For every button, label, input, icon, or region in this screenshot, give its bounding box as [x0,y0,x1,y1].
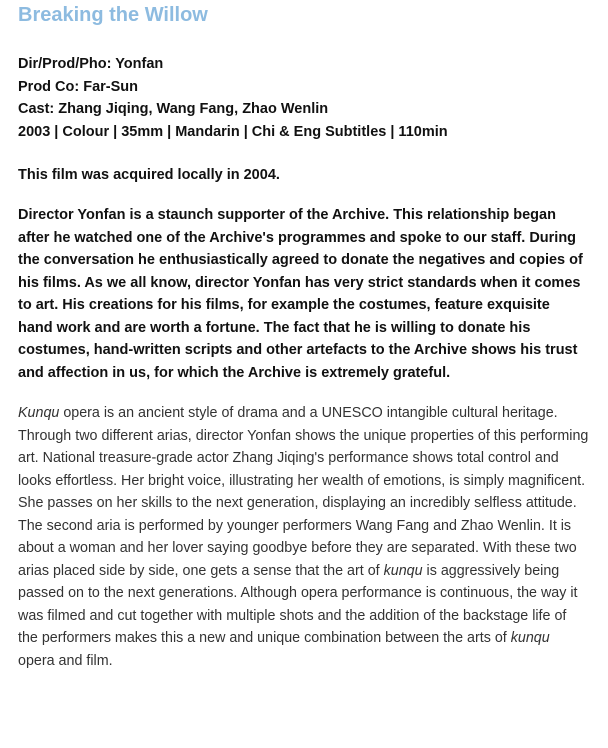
director-support-paragraph: Director Yonfan is a staunch supporter of the Archive. This relationship began after he watched one of the Archive's programmes and spoke to our staff. During the conversation he enthusiastically agreed to donate the negatives and copies of his films. As we all know, director Yonfan has very strict standards when it comes to art. His creations for his films, for example the costumes, feature exquisite hand work and are worth a fortune. The fact that he is willing to donate his costumes, hand-written scripts and other artefacts to the Archive shows his trust and affection in us, for which the Archive is extremely grateful. [18,207,583,381]
kunqu-term: kunqu [510,630,550,646]
credit-director: Dir/Prod/Pho: Yonfan [18,56,164,72]
acquisition-note: This film was acquired locally in 2004. [18,167,280,183]
description-text-part-1: opera is an ancient style of drama and a UNESCO intangible cultural heritage. Through two different arias, director Yonfan shows the unique properties of this performing art. National treasure-grade actor Zhang Jiqing's performance shows total control and looks effortless. Her bright voice, illustrating her wealth of emotions, is simply magnificent. She passes on her skills to the next generation, displaying an incredibly selfless attitude. The second aria is performed by younger performers Wang Fang and Zhao Wenlin. It is about a woman and her lover saying goodbye before they are separated. With these two arias placed side by side, one gets a sense that the art of [18,405,589,579]
credit-production-company: Prod Co: Far-Sun [18,78,139,95]
kunqu-term: kunqu [383,562,423,579]
description-text-part-3: opera and film. [18,652,113,669]
credit-cast: Cast: Zhang Jiqing, Wang Fang, Zhao Wenlin [18,101,329,117]
description-text-part-2: is aggressively being passed on to the next generations. Although opera performance is continuous, the way it was filmed and cut together with multiple shots and the addition of the backstage life of the performers makes this a new and unique combination between the arts of [18,562,578,646]
kunqu-term: Kunqu [18,405,60,421]
description-paragraph [18,402,590,672]
credit-technical-details: 2003 | Colour | 35mm | Mandarin | Chi & Eng Subtitles | 110min [18,123,448,140]
film-title: Breaking the Willow [18,4,208,26]
film-credits [18,53,590,143]
